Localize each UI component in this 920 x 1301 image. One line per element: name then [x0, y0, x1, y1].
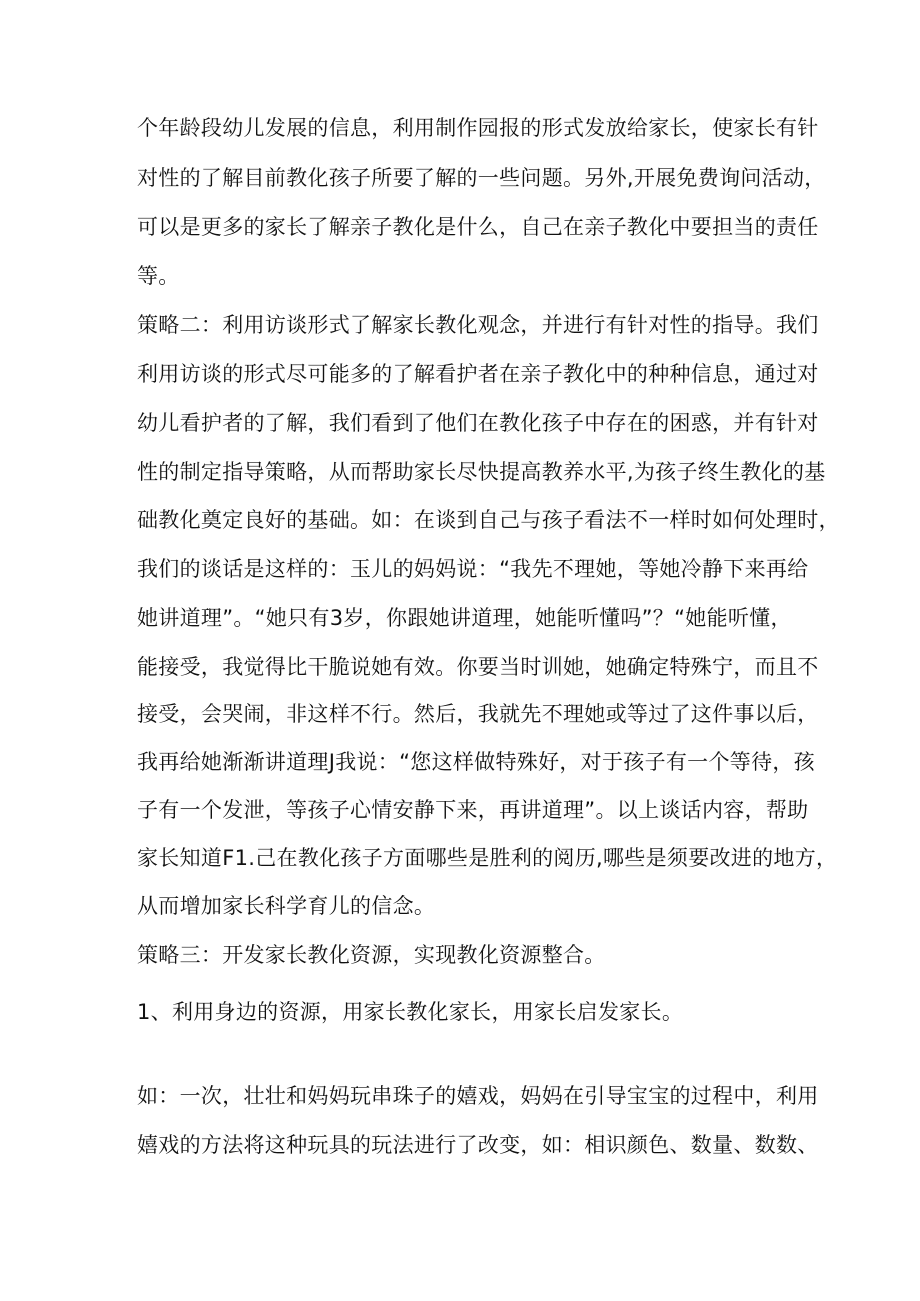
text-line: 个年龄段幼儿发展的信息，利用制作园报的形式发放给家长，使家长有针 — [137, 116, 819, 140]
text-line: 我们的谈话是这样的：玉儿的妈妈说：“我先不理她，等她冷静下来再给 — [137, 557, 809, 581]
text-line: 如：一次，壮壮和妈妈玩串珠子的嬉戏，妈妈在引导宝宝的过程中，利用 — [137, 1084, 819, 1108]
text-line: 性的制定指导策略，从而帮助家长尽快提高教养水平,为孩子终生教化的基 — [137, 460, 826, 484]
text-line: 能接受，我觉得比干脆说她有效。你要当时训她，她确定特殊宁，而且不 — [137, 655, 819, 679]
text-line: 子有一个发泄，等孩子心情安静下来，再讲道理”。以上谈话内容，帮助 — [137, 798, 809, 822]
text-line: 我再给她渐渐讲道理J我说：“您这样做特殊好，对于孩子有一个等待，孩 — [137, 750, 815, 774]
text-line: 础教化奠定良好的基础。如：在谈到自己与孩子看法不一样时如何处理时， — [137, 508, 840, 532]
text-line: 1、利用身边的资源，用家长教化家长，用家长启发家长。 — [137, 1000, 684, 1024]
text-line: 接受，会哭闹，非这样不行。然后，我就先不理她或等过了这件事以后， — [137, 702, 819, 726]
text-line: 她讲道理”。“她只有3岁，你跟她讲道理，她能听懂吗”？“她能听懂， — [137, 606, 792, 630]
text-line: 家长知道F1.己在教化孩子方面哪些是胜利的阅历,哪些是须要改进的地方， — [137, 846, 838, 870]
text-line: 对性的了解目前教化孩子所要了解的一些问题。另外,开展免费询问活动， — [137, 166, 826, 190]
text-line: 可以是更多的家长了解亲子教化是什么，自己在亲子教化中要担当的责任 — [137, 215, 819, 239]
text-line: 策略三：开发家长教化资源，实现教化资源整合。 — [137, 943, 606, 967]
text-line: 幼儿看护者的了解，我们看到了他们在教化孩子中存在的困惑，并有针对 — [137, 411, 819, 435]
text-line: 嬉戏的方法将这种玩具的玩法进行了改变，如：相识颜色、数量、数数、 — [137, 1133, 819, 1157]
text-line: 利用访谈的形式尽可能多的了解看护者在亲子教化中的种种信息，通过对 — [137, 362, 819, 386]
text-line: 从而增加家长科学育儿的信念。 — [137, 894, 436, 918]
text-line: 策略二：利用访谈形式了解家长教化观念，并进行有针对性的指导。我们 — [137, 313, 819, 337]
text-line: 等。 — [137, 264, 180, 288]
